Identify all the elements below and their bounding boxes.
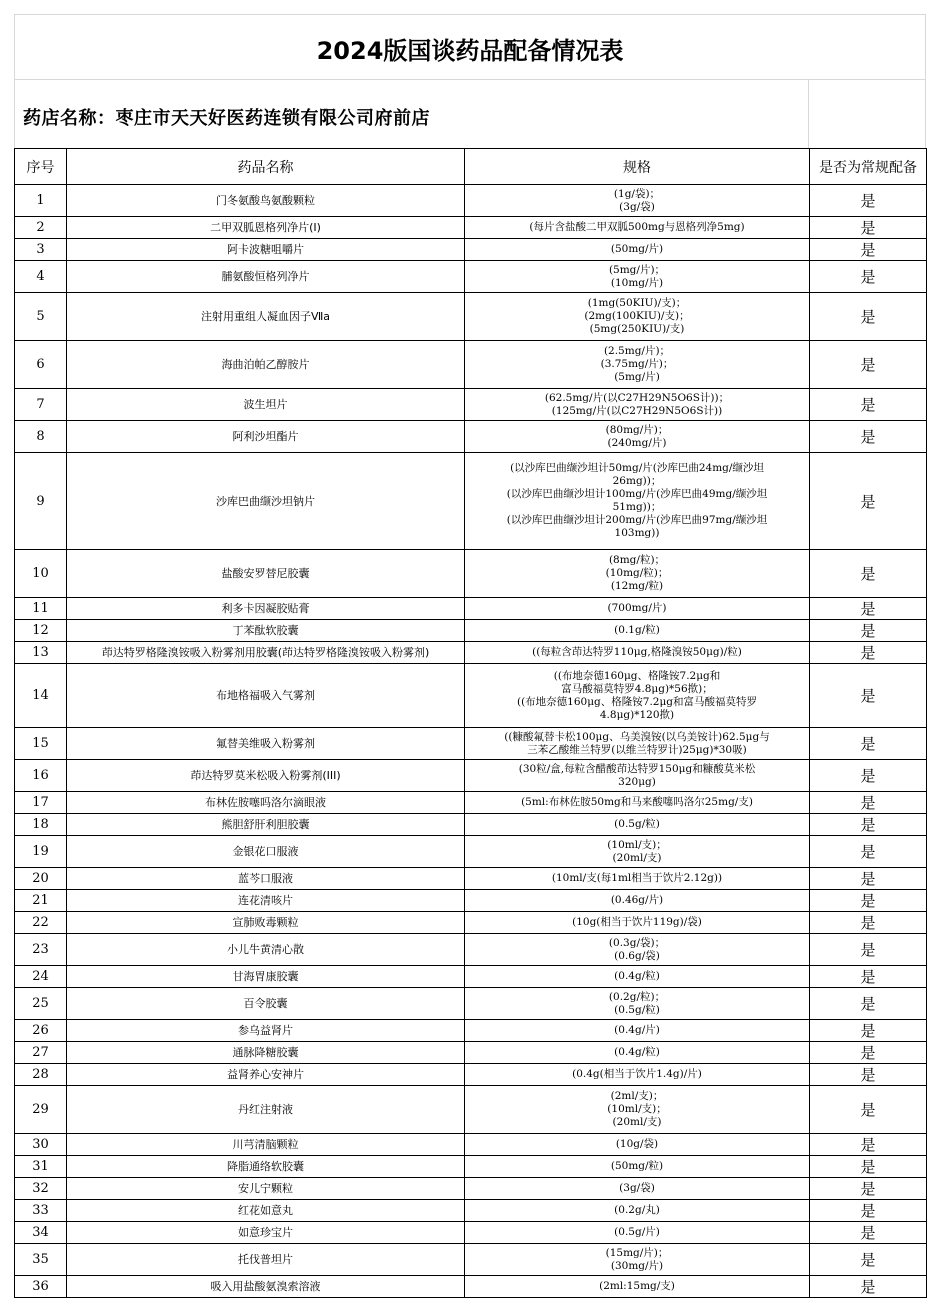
cell-no: 28 [15, 1064, 67, 1086]
cell-regular: 是 [810, 890, 927, 912]
cell-drug-name: 布林佐胺噻吗洛尔滴眼液 [67, 792, 465, 814]
cell-spec: (0.4g/粒) [465, 1042, 810, 1064]
cell-regular: 是 [810, 1020, 927, 1042]
cell-spec: (2ml:15mg/支) [465, 1276, 810, 1298]
table-row [15, 217, 927, 239]
table-row [15, 1244, 927, 1276]
table-row [15, 836, 927, 868]
cell-spec: (0.5g/粒) [465, 814, 810, 836]
cell-no: 31 [15, 1156, 67, 1178]
cell-drug-name: 茚达特罗格隆溴铵吸入粉雾剂用胶囊(茚达特罗格隆溴铵吸入粉雾剂) [67, 642, 465, 664]
cell-regular: 是 [810, 728, 927, 760]
table-row [15, 293, 927, 341]
cell-no: 14 [15, 664, 67, 728]
cell-drug-name: 门冬氨酸鸟氨酸颗粒 [67, 185, 465, 217]
cell-spec: ((每粒含茚达特罗110μg,格隆溴铵50μg)/粒) [465, 642, 810, 664]
table-row [15, 1086, 927, 1134]
table-row [15, 642, 927, 664]
cell-regular: 是 [810, 598, 927, 620]
cell-spec: (10ml/支(每1ml相当于饮片2.12g)) [465, 868, 810, 890]
cell-spec: (3g/袋) [465, 1178, 810, 1200]
cell-regular: 是 [810, 341, 927, 389]
cell-drug-name: 波生坦片 [67, 389, 465, 421]
title-row [14, 14, 926, 80]
cell-regular: 是 [810, 239, 927, 261]
cell-spec: (50mg/片) [465, 239, 810, 261]
cell-spec: (1g/袋)； (3g/袋) [465, 185, 810, 217]
cell-spec: ((糠酸氟替卡松100μg、乌美溴铵(以乌美铵计)62.5μg与 三苯乙酸维兰特罗(以维兰特罗计)25μg)*30吸) [465, 728, 810, 760]
cell-no: 13 [15, 642, 67, 664]
cell-drug-name: 托伐普坦片 [67, 1244, 465, 1276]
store-name-label: 药店名称：枣庄市天天好医药连锁有限公司府前店 [23, 108, 430, 129]
cell-drug-name: 连花清咳片 [67, 890, 465, 912]
cell-regular: 是 [810, 1042, 927, 1064]
table-row [15, 421, 927, 453]
cell-spec: (0.4g/粒) [465, 966, 810, 988]
table-row [15, 1134, 927, 1156]
cell-spec: (15mg/片)； (30mg/片) [465, 1244, 810, 1276]
cell-regular: 是 [810, 934, 927, 966]
cell-spec: (2ml/支)； (10ml/支)； (20ml/支) [465, 1086, 810, 1134]
cell-no: 11 [15, 598, 67, 620]
cell-regular: 是 [810, 642, 927, 664]
cell-drug-name: 甘海胃康胶囊 [67, 966, 465, 988]
cell-regular: 是 [810, 620, 927, 642]
table-row [15, 1222, 927, 1244]
cell-no: 5 [15, 293, 67, 341]
cell-regular: 是 [810, 966, 927, 988]
cell-no: 36 [15, 1276, 67, 1298]
table-row [15, 239, 927, 261]
table-row [15, 814, 927, 836]
cell-spec: (0.3g/袋)； (0.6g/袋) [465, 934, 810, 966]
cell-regular: 是 [810, 792, 927, 814]
cell-drug-name: 安儿宁颗粒 [67, 1178, 465, 1200]
table-row [15, 261, 927, 293]
table-row [15, 1064, 927, 1086]
cell-regular: 是 [810, 1064, 927, 1086]
cell-regular: 是 [810, 421, 927, 453]
header-no: 序号 [15, 149, 67, 185]
cell-spec: (62.5mg/片(以C27H29N5O6S计))； (125mg/片(以C27H29N5O6S计)) [465, 389, 810, 421]
table-row [15, 792, 927, 814]
cell-drug-name: 丁苯酞软胶囊 [67, 620, 465, 642]
cell-no: 16 [15, 760, 67, 792]
cell-spec: ((布地奈德160μg、格隆铵7.2μg和 富马酸福莫特罗4.8μg)*56揿)； ((布地奈德160μg、格隆铵7.2μg和富马酸福莫特罗 4.8μg)*120揿) [465, 664, 810, 728]
table-header-row [15, 149, 927, 185]
cell-regular: 是 [810, 1086, 927, 1134]
cell-drug-name: 红花如意丸 [67, 1200, 465, 1222]
cell-spec: (0.46g/片) [465, 890, 810, 912]
cell-spec: (0.2g/丸) [465, 1200, 810, 1222]
cell-drug-name: 二甲双胍恩格列净片(Ⅰ) [67, 217, 465, 239]
cell-regular: 是 [810, 217, 927, 239]
cell-drug-name: 通脉降糖胶囊 [67, 1042, 465, 1064]
cell-spec: (8mg/粒)； (10mg/粒)； (12mg/粒) [465, 550, 810, 598]
cell-drug-name: 阿利沙坦酯片 [67, 421, 465, 453]
drug-table [14, 148, 927, 1298]
table-row [15, 550, 927, 598]
table-row [15, 341, 927, 389]
table-row [15, 890, 927, 912]
cell-no: 6 [15, 341, 67, 389]
cell-no: 1 [15, 185, 67, 217]
cell-no: 34 [15, 1222, 67, 1244]
cell-regular: 是 [810, 1222, 927, 1244]
cell-no: 26 [15, 1020, 67, 1042]
cell-spec: (5mg/片)； (10mg/片) [465, 261, 810, 293]
cell-spec: (0.5g/片) [465, 1222, 810, 1244]
cell-no: 24 [15, 966, 67, 988]
cell-spec: (每片含盐酸二甲双胍500mg与恩格列净5mg) [465, 217, 810, 239]
table-row [15, 912, 927, 934]
cell-no: 9 [15, 453, 67, 550]
cell-regular: 是 [810, 1200, 927, 1222]
cell-no: 19 [15, 836, 67, 868]
table-row [15, 760, 927, 792]
cell-no: 32 [15, 1178, 67, 1200]
cell-no: 27 [15, 1042, 67, 1064]
cell-no: 35 [15, 1244, 67, 1276]
cell-regular: 是 [810, 389, 927, 421]
cell-drug-name: 茚达特罗莫米松吸入粉雾剂(III) [67, 760, 465, 792]
cell-no: 33 [15, 1200, 67, 1222]
cell-spec: (0.4g/片) [465, 1020, 810, 1042]
cell-drug-name: 盐酸安罗替尼胶囊 [67, 550, 465, 598]
cell-drug-name: 海曲泊帕乙醇胺片 [67, 341, 465, 389]
cell-regular: 是 [810, 1276, 927, 1298]
cell-no: 3 [15, 239, 67, 261]
cell-no: 17 [15, 792, 67, 814]
cell-regular: 是 [810, 1178, 927, 1200]
cell-regular: 是 [810, 261, 927, 293]
cell-no: 12 [15, 620, 67, 642]
cell-drug-name: 熊胆舒肝利胆胶囊 [67, 814, 465, 836]
cell-regular: 是 [810, 760, 927, 792]
cell-regular: 是 [810, 1156, 927, 1178]
cell-no: 18 [15, 814, 67, 836]
cell-regular: 是 [810, 912, 927, 934]
table-row [15, 1178, 927, 1200]
cell-spec: (0.4g(相当于饮片1.4g)/片) [465, 1064, 810, 1086]
cell-no: 30 [15, 1134, 67, 1156]
table-row [15, 988, 927, 1020]
cell-drug-name: 沙库巴曲缬沙坦钠片 [67, 453, 465, 550]
cell-no: 7 [15, 389, 67, 421]
cell-regular: 是 [810, 185, 927, 217]
cell-no: 10 [15, 550, 67, 598]
cell-drug-name: 脯氨酸恒格列净片 [67, 261, 465, 293]
cell-spec: (10g/袋) [465, 1134, 810, 1156]
cell-regular: 是 [810, 453, 927, 550]
cell-no: 29 [15, 1086, 67, 1134]
cell-drug-name: 百令胶囊 [67, 988, 465, 1020]
table-row [15, 598, 927, 620]
cell-no: 2 [15, 217, 67, 239]
cell-drug-name: 川芎清脑颗粒 [67, 1134, 465, 1156]
table-row [15, 1200, 927, 1222]
table-row [15, 1156, 927, 1178]
table-row [15, 453, 927, 550]
header-spec: 规格 [465, 149, 810, 185]
cell-drug-name: 小儿牛黄清心散 [67, 934, 465, 966]
table-row [15, 664, 927, 728]
drug-table-body [15, 185, 927, 1298]
table-row [15, 1276, 927, 1298]
cell-drug-name: 益肾养心安神片 [67, 1064, 465, 1086]
cell-spec: (10ml/支)； (20ml/支) [465, 836, 810, 868]
cell-no: 23 [15, 934, 67, 966]
cell-spec: (50mg/粒) [465, 1156, 810, 1178]
cell-no: 20 [15, 868, 67, 890]
cell-regular: 是 [810, 814, 927, 836]
cell-spec: (30粒/盒,每粒含醋酸茚达特罗150μg和糠酸莫米松 320μg) [465, 760, 810, 792]
page-title: 2024版国谈药品配备情况表 [316, 37, 624, 65]
cell-spec: (以沙库巴曲缬沙坦计50mg/片(沙库巴曲24mg/缬沙坦 26mg))； (以沙库巴曲缬沙坦计100mg/片(沙库巴曲49mg/缬沙坦 51mg))； (以沙库巴曲缬沙坦计200mg/片(沙库巴曲97mg/缬沙坦 103mg)) [465, 453, 810, 550]
cell-no: 15 [15, 728, 67, 760]
cell-spec: (0.1g/粒) [465, 620, 810, 642]
cell-drug-name: 蓝芩口服液 [67, 868, 465, 890]
table-row [15, 389, 927, 421]
table-row [15, 966, 927, 988]
cell-spec: (5ml:布林佐胺50mg和马来酸噻吗洛尔25mg/支) [465, 792, 810, 814]
cell-drug-name: 参乌益肾片 [67, 1020, 465, 1042]
cell-no: 4 [15, 261, 67, 293]
table-row [15, 1020, 927, 1042]
cell-no: 22 [15, 912, 67, 934]
header-name: 药品名称 [67, 149, 465, 185]
cell-regular: 是 [810, 1244, 927, 1276]
cell-drug-name: 吸入用盐酸氨溴索溶液 [67, 1276, 465, 1298]
cell-no: 25 [15, 988, 67, 1020]
cell-regular: 是 [810, 836, 927, 868]
cell-spec: (700mg/片) [465, 598, 810, 620]
cell-regular: 是 [810, 868, 927, 890]
cell-drug-name: 如意珍宝片 [67, 1222, 465, 1244]
table-row [15, 868, 927, 890]
cell-spec: (80mg/片)； (240mg/片) [465, 421, 810, 453]
table-row [15, 1042, 927, 1064]
cell-drug-name: 阿卡波糖咀嚼片 [67, 239, 465, 261]
cell-regular: 是 [810, 293, 927, 341]
table-row [15, 934, 927, 966]
cell-drug-name: 注射用重组人凝血因子Ⅶa [67, 293, 465, 341]
cell-regular: 是 [810, 550, 927, 598]
cell-spec: (1mg(50KIU)/支)； (2mg(100KIU)/支)； (5mg(250KIU)/支) [465, 293, 810, 341]
cell-spec: (0.2g/粒)； (0.5g/粒) [465, 988, 810, 1020]
store-row [14, 80, 926, 148]
cell-drug-name: 金银花口服液 [67, 836, 465, 868]
cell-drug-name: 丹红注射液 [67, 1086, 465, 1134]
cell-no: 8 [15, 421, 67, 453]
header-regular: 是否为常规配备 [810, 149, 927, 185]
cell-spec: (2.5mg/片)； (3.75mg/片)； (5mg/片) [465, 341, 810, 389]
cell-drug-name: 宣肺败毒颗粒 [67, 912, 465, 934]
store-cell-divider [808, 80, 809, 148]
table-row [15, 728, 927, 760]
table-row [15, 185, 927, 217]
cell-regular: 是 [810, 664, 927, 728]
cell-drug-name: 布地格福吸入气雾剂 [67, 664, 465, 728]
cell-regular: 是 [810, 988, 927, 1020]
cell-spec: (10g(相当于饮片119g)/袋) [465, 912, 810, 934]
cell-no: 21 [15, 890, 67, 912]
cell-regular: 是 [810, 1134, 927, 1156]
cell-drug-name: 降脂通络软胶囊 [67, 1156, 465, 1178]
cell-drug-name: 氟替美维吸入粉雾剂 [67, 728, 465, 760]
cell-drug-name: 利多卡因凝胶贴膏 [67, 598, 465, 620]
table-row [15, 620, 927, 642]
